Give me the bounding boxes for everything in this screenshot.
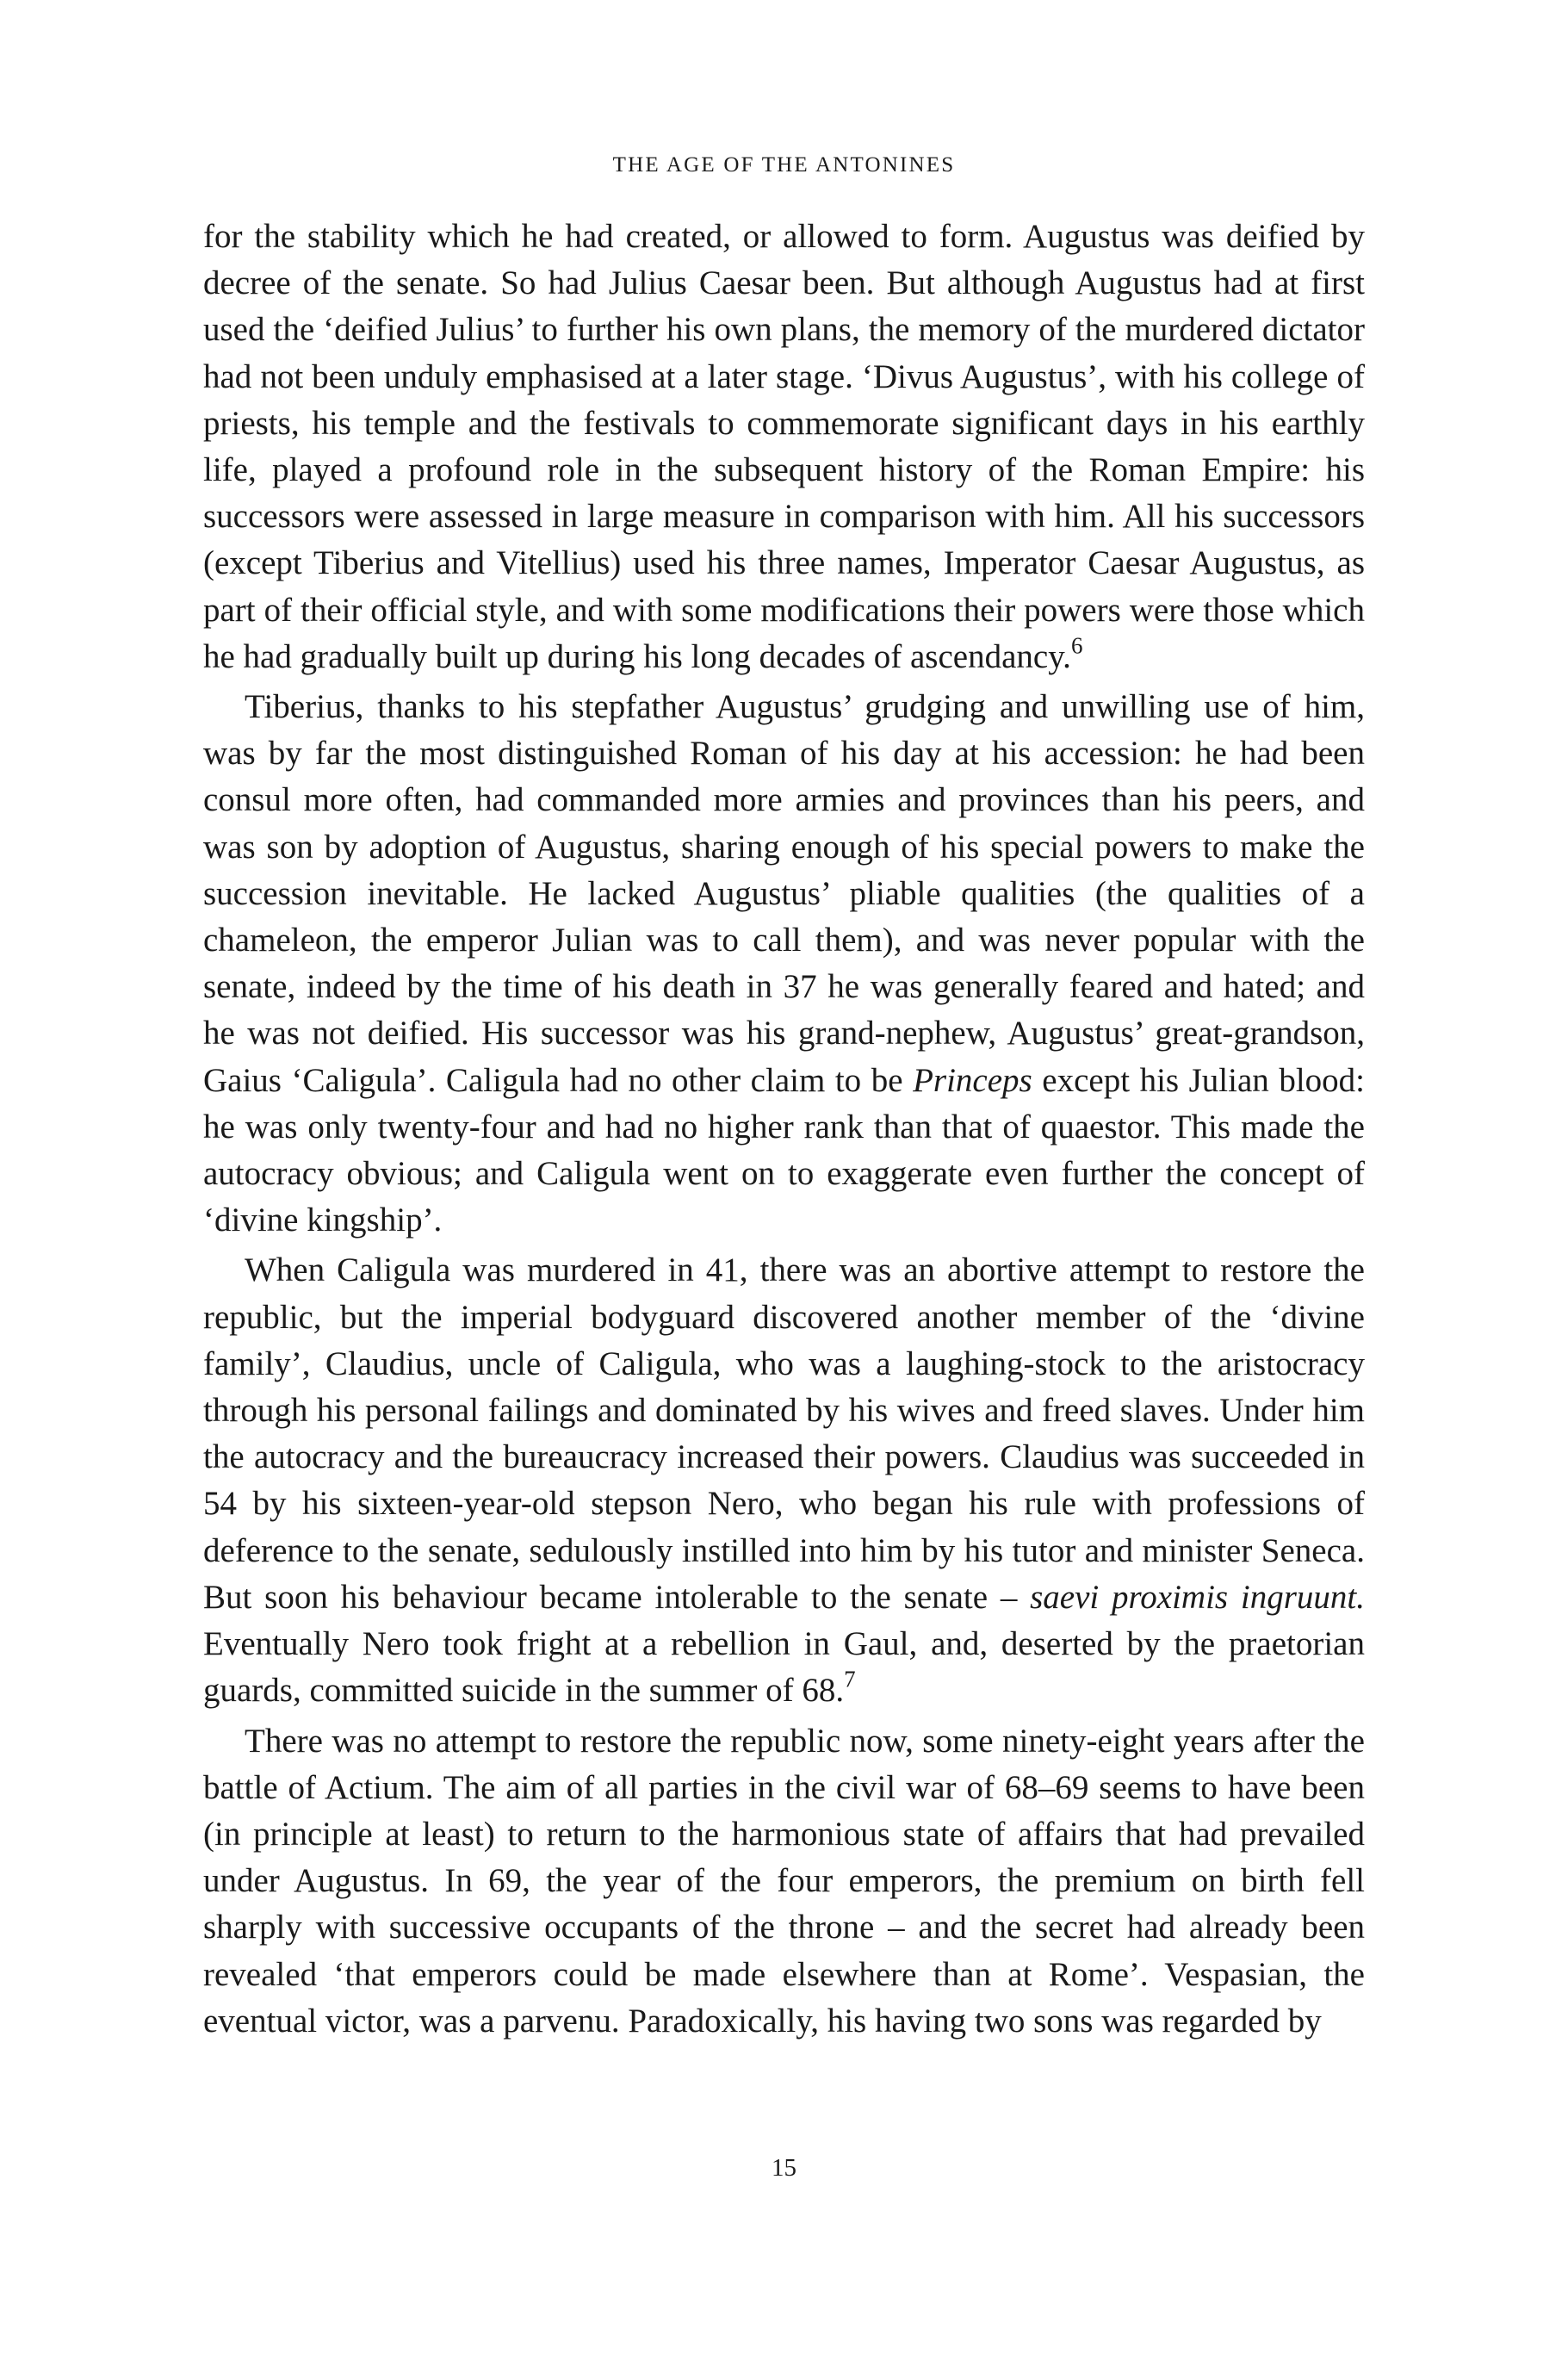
paragraph-text: When Caligula was murdered in 41, there was an abortive attempt to restore the republic, but the imperial bodyguard discovered another member of the ‘divine family’, Claudius, uncle of Caligula, who was a laughing-stock to the aristocracy through his personal failings and dominated by his wives and freed slaves. Under him the autocracy and the bureaucracy increased their powers. Claudius was succeeded in 54 by his sixteen-year-old stepson Nero, who began his rule with professions of deference to the senate, sedulously instilled into him by his tutor and minister Seneca. But soon his behaviour became intolerable to the senate – (203, 1251, 1365, 1616)
paragraph-text: Eventually Nero took fright at a rebellion in Gaul, and, deserted by the praetorian guards, committed suicide in the summer of 68. (203, 1625, 1365, 1710)
paragraph-3 (203, 1247, 1365, 1714)
italic-term: Princeps (913, 1061, 1032, 1099)
paragraph-text: There was no attempt to restore the republic now, some ninety-eight years after the battle of Actium. The aim of all parties in the civil war of 68–69 seems to have been (in principle at least) to return to the harmonious state of affairs that had prevailed under Augustus. In 69, the year of the four emperors, the premium on birth fell sharply with successive occupants of the throne – and the secret had already been revealed ‘that emperors could be made elsewhere than at Rome’. Vespasian, the eventual victor, was a parvenu. Paradoxically, his having two sons was regarded by (203, 1722, 1365, 2040)
italic-quotation: saevi proximis ingruunt. (1030, 1578, 1365, 1616)
paragraph-text: Tiberius, thanks to his stepfather Augustus’ grudging and unwilling use of him, was by far the most distinguished Roman of his day at his accession: he had been consul more often, had commanded more armies and provinces than his peers, and was son by adoption of Augustus, sharing enough of his special powers to make the succession inevitable. He lacked Augustus’ pliable qualities (the qualities of a chameleon, the emperor Julian was to call them), and was never popular with the senate, indeed by the time of his death in 37 he was generally feared and hated; and he was not deified. His successor was his grand-nephew, Augustus’ great-grandson, Gaius ‘Caligula’. Caligula had no other claim to be (203, 688, 1365, 1099)
body-text (203, 214, 1365, 2048)
paragraph-4 (203, 1718, 1365, 2045)
footnote-marker: 7 (844, 1666, 856, 1692)
paragraph-1 (203, 214, 1365, 680)
running-head: THE AGE OF THE ANTONINES (612, 153, 956, 177)
footnote-marker: 6 (1070, 632, 1083, 659)
paragraph-text: except his Julian blood: he was only twenty-four and had no higher rank than that of quaestor. This made the autocracy obvious; and Caligula went on to exaggerate even further the concept of ‘divine kingship’. (203, 1061, 1365, 1239)
paragraph-text: for the stability which he had created, or allowed to form. Augustus was deified by decree of the senate. So had Julius Caesar been. But although Augustus had at first used the ‘deified Julius’ to further his own plans, the memory of the murdered dictator had not been unduly emphasised at a later stage. ‘Divus Augustus’, with his college of priests, his temple and the festivals to commemorate significant days in his earthly life, played a profound role in the subsequent history of the Roman Empire: his successors were assessed in large measure in comparison with him. All his successors (except Tiberius and Vitellius) used his three names, Imperator Caesar Augustus, as part of their official style, and with some modifications their powers were those which he had gradually built up during his long decades of ascendancy. (203, 218, 1365, 675)
paragraph-2 (203, 684, 1365, 1244)
page-number: 15 (772, 2154, 796, 2182)
